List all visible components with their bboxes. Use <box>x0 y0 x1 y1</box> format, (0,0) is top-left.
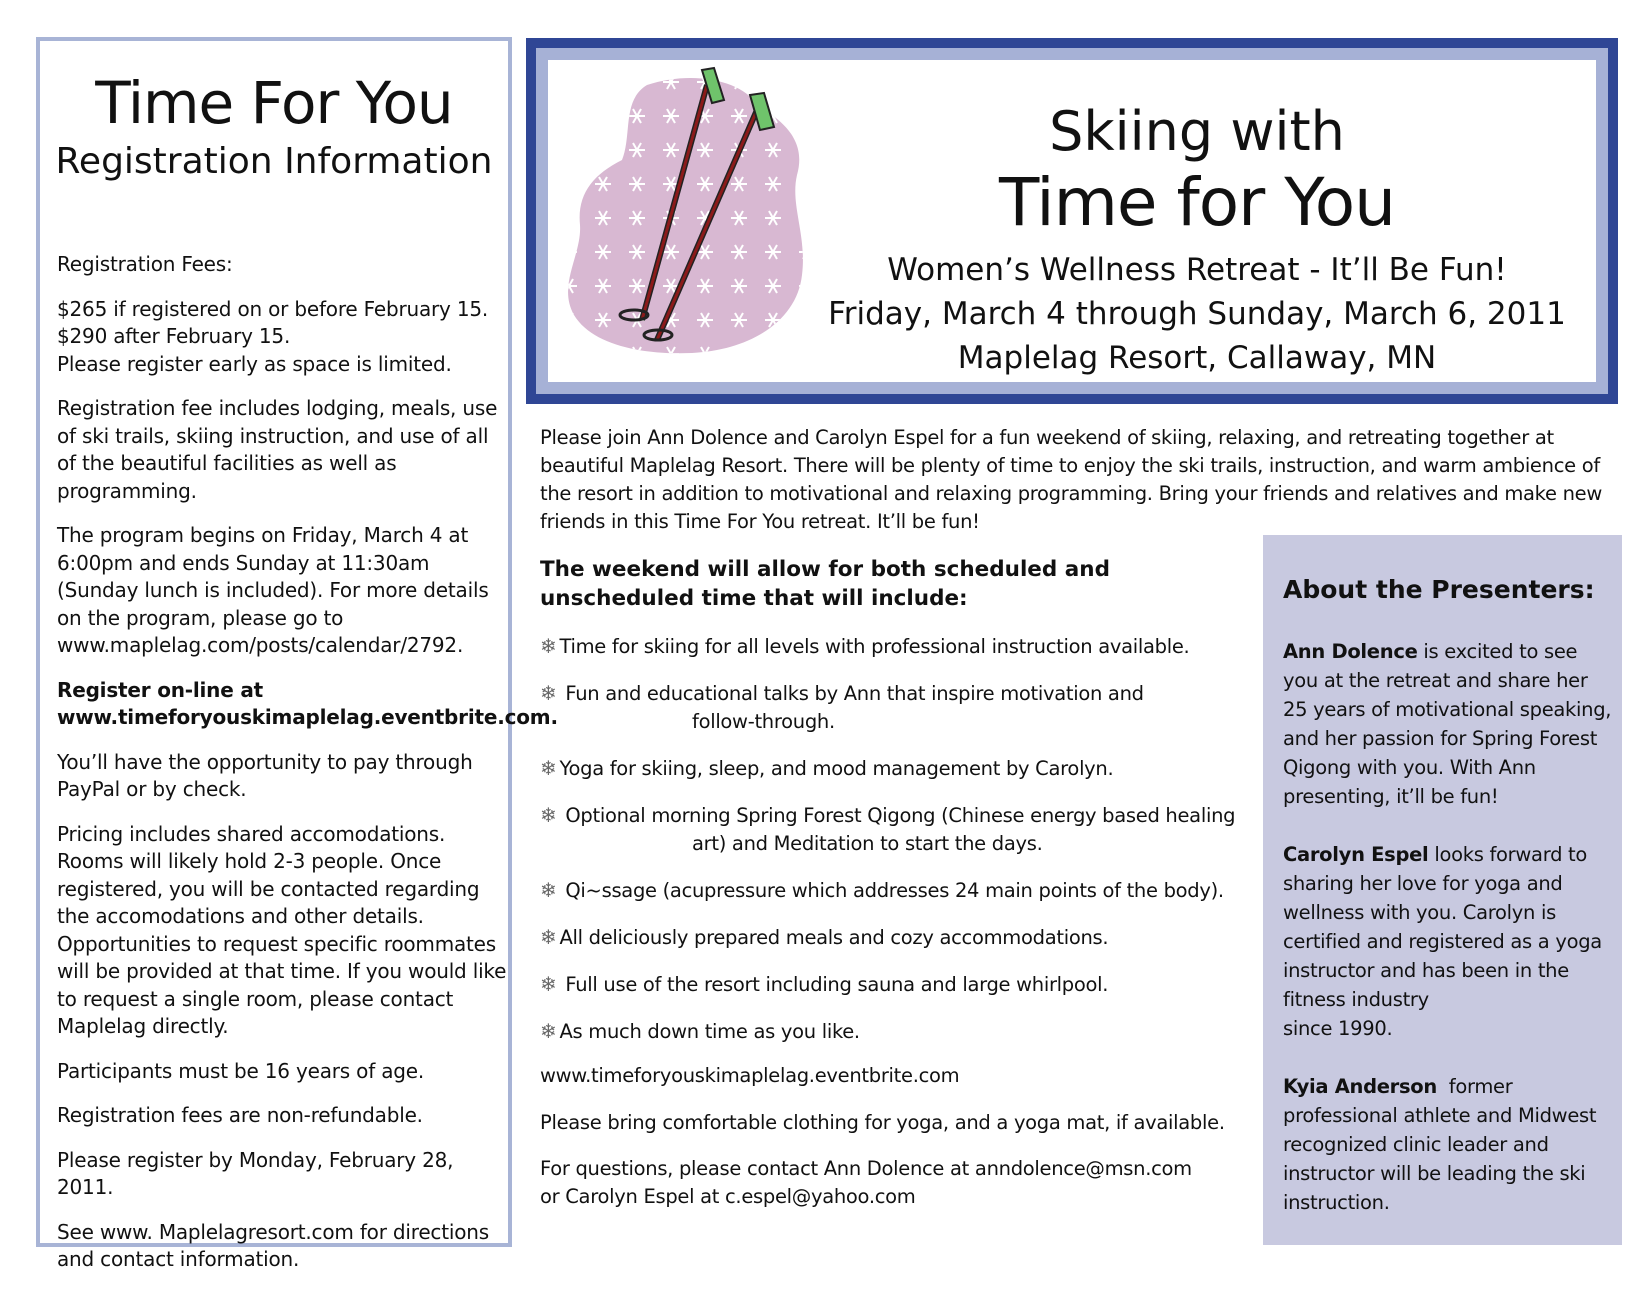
fee-note: Please register early as space is limited. <box>57 351 452 376</box>
presenter-kyia: Kyia Anderson former professional athlete and Midwest recognized clinic leader and instructor will be leading the ski instruction. <box>1283 1075 1603 1214</box>
age-requirement: Participants must be 16 years of age. <box>57 1058 425 1083</box>
header-banner <box>526 38 1618 404</box>
fee-late: $290 after February 15. <box>57 324 291 348</box>
directions-info: See www. Maplelagresort.com for directions and contact information. <box>57 1219 489 1271</box>
registration-panel <box>36 37 558 1271</box>
questions-line-1: For questions, please contact Ann Dolence at anndolence@msn.com <box>540 1157 1192 1180</box>
snowflake-icon: ❄ <box>540 1019 557 1043</box>
presenters-heading: About the Presenters: <box>1283 575 1595 604</box>
fee-early: $265 if registered on or before February 15. <box>57 296 489 321</box>
registration-deadline: Please register by Monday, February 28, 2011. <box>57 1147 454 1199</box>
register-online-link[interactable]: www.timeforyouskimaplelag.eventbrite.com. <box>57 705 558 729</box>
fees-block <box>57 296 507 379</box>
questions-line-2: or Carolyn Espel at c.espel@yahoo.com <box>540 1185 916 1208</box>
register-online-label: Register on-line at <box>57 677 264 702</box>
snowflake-icon: ❄ <box>540 925 557 949</box>
snowflake-icon: ❄ <box>540 634 557 658</box>
list-item: ❄ Full use of the resort including sauna and large whirlpool. <box>540 972 1109 996</box>
banner-skiing-with: Skiing with <box>1049 100 1345 163</box>
intro-paragraph: Please join Ann Dolence and Carolyn Espel for a fun weekend of skiing, relaxing, and retreating together at beautiful Maplelag Resort. There will be plenty of time to enjoy the ski trails, instruction, and warm ambience of the resort in addition to motivational and relaxing programming. Bring your friends and relatives and make new friends in this Time For You retreat. It’ll be fun! <box>540 426 1602 533</box>
banner-retreat-tagline: Women’s Wellness Retreat - It’ll Be Fun! <box>887 252 1507 288</box>
banner-frame <box>536 48 1608 394</box>
questions-contact <box>540 1155 1240 1211</box>
activity-list <box>540 632 1240 1064</box>
snowflake-icon: ❄ <box>540 681 557 705</box>
snowflake-icon: ❄ <box>540 972 557 996</box>
pricing-info: Pricing includes shared accomodations. Rooms will likely hold 2-3 people. Once registered, you will be contacted regarding the accomodations and other details. Opportunities to request specific roommates will be provided at that time. If you would like to request a single room, please contact Maplelag directly. <box>57 821 507 1038</box>
list-item: ❄ Qi~ssage (acupressure which addresses 24 main points of the body). <box>540 878 1224 902</box>
banner-content <box>548 60 1596 382</box>
list-item: ❄ Optional morning Spring Forest Qigong (Chinese energy based healing art) and Meditation to start the days. <box>540 803 1236 855</box>
presenter-carolyn: Carolyn Espel looks forward to sharing her love for yoga and wellness with you. Carolyn is certified and registered as a yoga instructor and has been in the fitness industry since 1990. <box>1283 843 1602 1040</box>
banner-text <box>548 60 1596 382</box>
list-item: ❄ Fun and educational talks by Ann that inspire motivation and follow-through. <box>540 681 1144 733</box>
snowflake-icon: ❄ <box>540 878 557 902</box>
register-online <box>57 677 558 732</box>
presenters-sidebar <box>1263 535 1622 1245</box>
presenter-ann: Ann Dolence is excited to see you at the retreat and share her 25 years of motivational speaking, and her passion for Spring Forest Qigong with you. With Ann presenting, it’ll be fun! <box>1283 640 1612 808</box>
registration-body <box>57 251 558 1291</box>
snowflake-icon: ❄ <box>540 756 557 780</box>
banner-title: Time for You <box>999 164 1395 241</box>
payment-info: You’ll have the opportunity to pay through PayPal or by check. <box>57 749 473 801</box>
list-item: ❄ Time for skiing for all levels with professional instruction available. <box>540 634 1190 658</box>
snowflake-icon: ❄ <box>540 803 557 827</box>
list-item: ❄ Yoga for skiing, sleep, and mood management by Carolyn. <box>540 756 1114 780</box>
refund-policy: Registration fees are non-refundable. <box>57 1103 423 1127</box>
list-item: ❄ All deliciously prepared meals and cozy accommodations. <box>540 925 1109 949</box>
registration-title: Time For You <box>95 69 453 137</box>
eventbrite-link[interactable]: www.timeforyouskimaplelag.eventbrite.com <box>540 1064 960 1087</box>
program-info: The program begins on Friday, March 4 at 6:00pm and ends Sunday at 11:30am (Sunday lunch is included). For more details on the program, please go to www.maplelag.com/posts/calendar/2792. <box>57 523 489 657</box>
list-item: ❄ As much down time as you like. <box>540 1019 860 1043</box>
banner-dates: Friday, March 4 through Sunday, March 6, 2011 <box>828 296 1566 332</box>
banner-location: Maplelag Resort, Callaway, MN <box>957 340 1437 376</box>
presenters-body <box>1283 637 1613 1246</box>
registration-subtitle: Registration Information <box>55 141 493 182</box>
weekend-heading: The weekend will allow for both scheduled and unscheduled time that will include: <box>540 557 1110 611</box>
fees-heading: Registration Fees: <box>57 252 233 276</box>
fee-includes: Registration fee includes lodging, meals, use of ski trails, skiing instruction, and use of all of the beautiful facilities as well as programming. <box>57 396 498 503</box>
bring-note: Please bring comfortable clothing for yoga, and a yoga mat, if available. <box>540 1111 1225 1134</box>
